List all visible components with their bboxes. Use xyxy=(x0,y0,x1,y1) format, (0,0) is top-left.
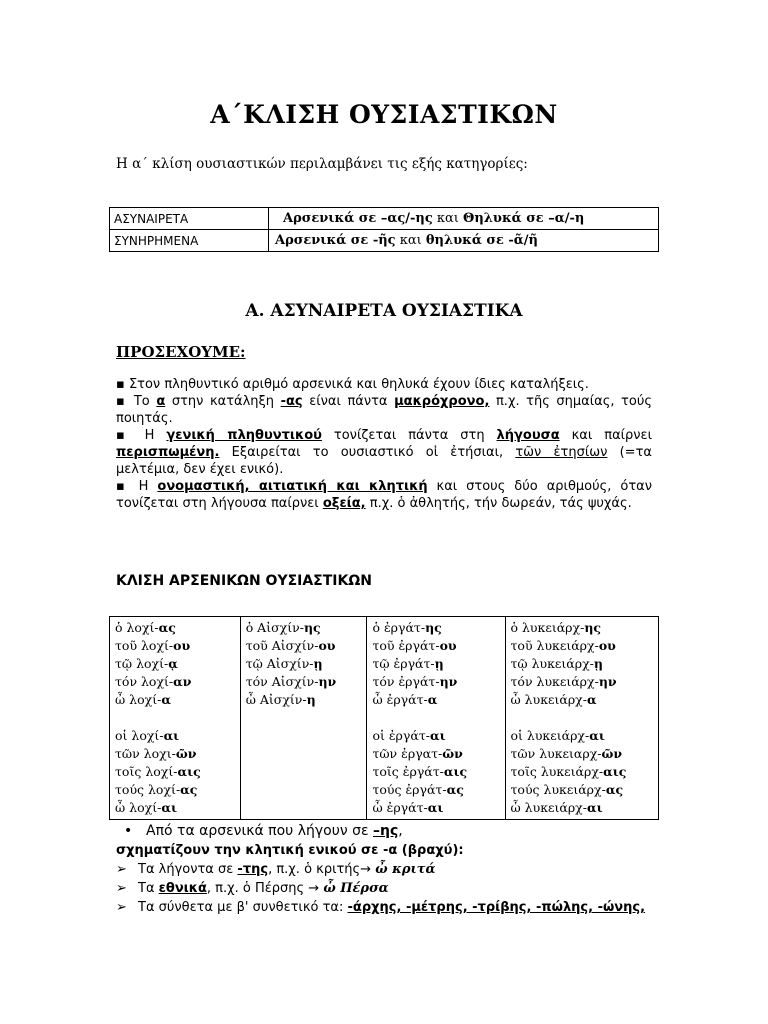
form-ending: ου xyxy=(598,638,616,653)
form-ending: αι xyxy=(586,800,603,815)
form-stem: τοῦ Αἰσχίν- xyxy=(245,638,319,653)
rule-item-text: -άρχης, -μέτρης, -τρίβης, -πώλης, -ώνης, xyxy=(347,900,646,915)
category-name: ΑΣΥΝΑΙΡΕΤΑ xyxy=(110,208,269,230)
form-ending: ας xyxy=(605,782,624,797)
categories-table xyxy=(109,207,659,252)
form-ending: ας xyxy=(180,782,198,797)
form-ending: αι xyxy=(589,728,605,743)
note-text: ονομαστική, αιτιατική και κλητική xyxy=(157,479,428,494)
rule-item-text: Τα λήγοντα σε xyxy=(138,862,238,877)
form-stem: τόν λυκειάρχ- xyxy=(510,674,599,689)
form-ending: ην xyxy=(439,674,458,689)
form-stem: ὁ Αἰσχίν- xyxy=(245,620,304,635)
declension-form xyxy=(511,781,654,799)
form-ending: ᾳ xyxy=(168,656,178,671)
form-stem: τούς λυκειάρχ- xyxy=(510,782,606,797)
declension-form xyxy=(511,637,654,655)
declension-form xyxy=(115,727,236,745)
form-stem: τοῖς λοχί- xyxy=(115,764,178,779)
declension-form xyxy=(372,745,500,763)
note-text: περισπωμένη. xyxy=(116,445,220,460)
form-ending: ης xyxy=(425,620,442,635)
declension-form xyxy=(511,709,654,727)
declension-form xyxy=(115,673,236,691)
form-stem: τῶν λοχι- xyxy=(115,746,176,761)
form-stem: τοῦ λοχί- xyxy=(115,638,174,653)
category-endings-text: Θηλυκά σε xyxy=(463,211,549,226)
note-item xyxy=(116,393,652,427)
form-stem: τόν ἐργάτ- xyxy=(372,674,440,689)
rules-section xyxy=(116,822,652,917)
note-item xyxy=(116,427,652,478)
category-endings-text: –α/-η xyxy=(548,211,585,226)
form-ending: ῃ xyxy=(313,656,323,671)
form-ending: ας xyxy=(158,620,176,635)
declension-form xyxy=(246,637,363,655)
note-text: είναι πάντα xyxy=(302,394,395,409)
note-text: ▪ Στον πληθυντικό αριθμό αρσενικά και θηλυκά έχουν ίδιες καταλήξεις. xyxy=(116,377,589,392)
form-stem: τούς λοχί- xyxy=(115,782,181,797)
form-ending: ην xyxy=(318,674,337,689)
declension-form xyxy=(372,709,500,727)
form-stem: τοῖς ἐργάτ- xyxy=(372,764,444,779)
declension-form xyxy=(115,799,236,817)
declension-form xyxy=(372,673,500,691)
declension-form xyxy=(511,763,654,781)
form-stem: ὦ λυκειάρχ- xyxy=(510,800,587,815)
declension-form xyxy=(246,673,363,691)
bullet-dot-icon: • xyxy=(124,823,133,839)
attention-heading: ΠΡΟΣΕΧΟΥΜΕ: xyxy=(116,343,246,361)
form-ending: ῶν xyxy=(442,746,463,761)
form-stem: οἱ λοχί- xyxy=(115,728,164,743)
category-endings-text: Αρσενικά σε xyxy=(283,211,381,226)
rule-item-text: εθνικά xyxy=(158,881,207,896)
declension-form xyxy=(511,745,654,763)
form-ending: ης xyxy=(584,620,602,635)
rule-item-text: -της xyxy=(237,862,269,877)
rule-item xyxy=(116,860,652,879)
form-stem: τούς ἐργάτ- xyxy=(372,782,447,797)
declension-form xyxy=(372,799,500,817)
declension-form xyxy=(246,619,363,637)
declension-form xyxy=(372,781,500,799)
form-stem: ὦ Αἰσχίν- xyxy=(245,692,307,707)
rule-bullet xyxy=(116,822,652,841)
category-endings-text: -ᾶ/ῆ xyxy=(508,233,539,248)
declension-form xyxy=(511,799,654,817)
form-ending: ῃ xyxy=(434,656,444,671)
form-stem: τόν λοχί- xyxy=(115,674,174,689)
form-ending: ου xyxy=(173,638,191,653)
form-ending: ῶν xyxy=(601,746,623,761)
page-title: Α΄ΚΛΙΣΗ ΟΥΣΙΑΣΤΙΚΩΝ xyxy=(210,100,558,129)
note-text: (=τα μελτέμια, δεν έχει ενικό). xyxy=(116,445,652,477)
form-ending: αις xyxy=(443,764,468,779)
declension-form xyxy=(246,655,363,673)
form-stem: τοῦ λυκειάρχ- xyxy=(510,638,599,653)
form-stem: ὁ λυκειάρχ- xyxy=(510,620,585,635)
form-stem: τῷ λοχί- xyxy=(115,656,169,671)
form-stem: ὦ ἐργάτ- xyxy=(372,692,428,707)
declension-form xyxy=(115,637,236,655)
note-text: -ας xyxy=(280,394,303,409)
declension-form xyxy=(115,781,236,799)
form-stem: τῶν ἐργατ- xyxy=(372,746,443,761)
rule-item-text: ὦ κριτά xyxy=(375,862,436,877)
category-row xyxy=(110,230,659,252)
form-ending: α xyxy=(586,692,597,707)
form-stem: τῷ ἐργάτ- xyxy=(372,656,435,671)
note-text: π.χ. τῆς σημαίας, τούς ποιητάς. xyxy=(116,394,652,426)
rule-item-text: Τα xyxy=(138,881,159,896)
arrow-bullet-icon: ➢ xyxy=(116,862,127,877)
note-text: γενική πληθυντικού xyxy=(166,428,322,443)
category-endings-text: -ῆς xyxy=(372,233,396,248)
rule-bullet-text: –ης xyxy=(373,823,399,839)
note-text: και παίρνει xyxy=(559,428,652,443)
note-item xyxy=(116,376,652,393)
form-ending: αι xyxy=(427,800,444,815)
arrow-bullet-icon: ➢ xyxy=(116,881,127,896)
note-text: στην κατάληξη xyxy=(165,394,281,409)
note-item xyxy=(116,478,652,512)
form-stem: τῷ λυκειάρχ- xyxy=(510,656,594,671)
arrow-bullet-icon: ➢ xyxy=(116,900,127,915)
rule-bullet-text: , xyxy=(398,823,403,839)
form-stem: τῶν λυκειαρχ- xyxy=(510,746,602,761)
note-text: ▪ Το xyxy=(116,394,157,409)
note-text: οξεία, xyxy=(322,496,366,511)
form-ending: ῃ xyxy=(593,656,603,671)
category-endings xyxy=(269,208,659,230)
declension-form xyxy=(511,655,654,673)
form-ending: αι xyxy=(161,800,177,815)
rule-item-text: , π.χ. ὁ Πέρσης → xyxy=(206,881,324,896)
note-text: π.χ. ὁ ἀθλητής, τήν δωρεάν, τάς ψυχάς. xyxy=(365,496,632,511)
form-stem: τῷ Αἰσχίν- xyxy=(245,656,314,671)
note-text: λήγουσα xyxy=(496,428,560,443)
subsection-title: ΚΛΙΣΗ ΑΡΣΕΝΙΚΩΝ ΟΥΣΙΑΣΤΙΚΩΝ xyxy=(116,573,372,589)
rule-item-text: , π.χ. ὁ κριτής→ xyxy=(268,862,376,877)
form-ending: αις xyxy=(603,764,627,779)
rule-bullet-text: Από τα αρσενικά που λήγουν σε xyxy=(146,823,373,839)
category-endings-text: –ας/-ης xyxy=(380,211,433,226)
declension-form xyxy=(372,763,500,781)
declension-column xyxy=(240,617,367,820)
category-endings-text: Αρσενικά σε xyxy=(275,233,373,248)
declension-form xyxy=(115,763,236,781)
form-ending: αι xyxy=(429,728,446,743)
form-ending: α xyxy=(427,692,438,707)
declension-form xyxy=(115,619,236,637)
category-endings-text: θηλυκά σε xyxy=(425,233,509,248)
declension-form xyxy=(115,691,236,709)
form-stem: ὦ λοχί- xyxy=(115,692,162,707)
declension-form xyxy=(115,655,236,673)
declension-column xyxy=(505,617,658,820)
form-stem: οἱ ἐργάτ- xyxy=(372,728,430,743)
rule-heading: σχηματίζουν την κλητική ενικού σε -α (βραχύ): xyxy=(116,843,464,858)
declension-form xyxy=(372,655,500,673)
note-text: μακρόχρονο, xyxy=(394,394,490,409)
rule-items xyxy=(116,860,652,917)
form-stem: ὁ ἐργάτ- xyxy=(372,620,426,635)
form-stem: τοῦ ἐργάτ- xyxy=(372,638,440,653)
declension-form xyxy=(372,619,500,637)
declension-form xyxy=(511,691,654,709)
declension-form xyxy=(511,673,654,691)
category-endings-text: και xyxy=(395,233,426,248)
declension-form xyxy=(511,619,654,637)
note-text: ▪ Η xyxy=(116,479,158,494)
declension-form xyxy=(115,745,236,763)
rule-item xyxy=(116,879,652,898)
category-endings-text: και xyxy=(432,211,464,226)
form-ending: αις xyxy=(177,764,201,779)
form-stem: ὦ λυκειάρχ- xyxy=(510,692,587,707)
intro-text: Η α΄ κλίση ουσιαστικών περιλαμβάνει τις εξής κατηγορίες: xyxy=(116,156,528,172)
note-text: και στους δύο αριθμούς, όταν τονίζεται στη λήγουσα παίρνει xyxy=(116,479,652,511)
declension-form xyxy=(511,727,654,745)
form-ending: ου xyxy=(439,638,457,653)
declension-column xyxy=(110,617,241,820)
form-stem: τοῖς λυκειάρχ- xyxy=(510,764,604,779)
declension-form xyxy=(115,709,236,727)
form-ending: ῶν xyxy=(175,746,197,761)
form-ending: ην xyxy=(598,674,617,689)
notes-list xyxy=(116,376,652,512)
form-ending: αι xyxy=(163,728,180,743)
form-ending: ης xyxy=(303,620,321,635)
form-ending: ας xyxy=(446,782,464,797)
category-endings xyxy=(269,230,659,252)
form-stem: οἱ λυκειάρχ- xyxy=(510,728,590,743)
declension-form xyxy=(372,727,500,745)
form-ending: αν xyxy=(173,674,192,689)
declension-form xyxy=(246,691,363,709)
declension-table xyxy=(109,616,659,820)
category-name: ΣΥΝΗΡΗΜΕΝΑ xyxy=(110,230,269,252)
form-stem: ὁ λοχί- xyxy=(115,620,159,635)
form-stem: ὦ λοχί- xyxy=(115,800,162,815)
form-ending: ου xyxy=(318,638,336,653)
rule-item-text: ὦ Πέρσα xyxy=(323,881,389,896)
note-text: τῶν ἐτησίων xyxy=(515,445,608,460)
note-text: τονίζεται πάντα στη xyxy=(321,428,497,443)
form-stem: τόν Αἰσχίν- xyxy=(245,674,319,689)
category-row xyxy=(110,208,659,230)
form-ending: α xyxy=(161,692,171,707)
rule-item-text: Τα σύνθετα με β' συνθετικό τα: xyxy=(138,900,348,915)
declension-form xyxy=(372,691,500,709)
form-stem: ὦ ἐργάτ- xyxy=(372,800,428,815)
note-text: ▪ Η xyxy=(116,428,167,443)
section-title: Α. ΑΣΥΝΑΙΡΕΤΑ ΟΥΣΙΑΣΤΙΚΑ xyxy=(245,301,523,321)
declension-column xyxy=(367,617,505,820)
note-text: Εξαιρείται το ουσιαστικό οἱ ἐτήσιαι, xyxy=(219,445,516,460)
declension-form xyxy=(372,637,500,655)
rule-item xyxy=(116,898,652,917)
form-ending: η xyxy=(306,692,316,707)
note-text: α xyxy=(156,394,166,409)
